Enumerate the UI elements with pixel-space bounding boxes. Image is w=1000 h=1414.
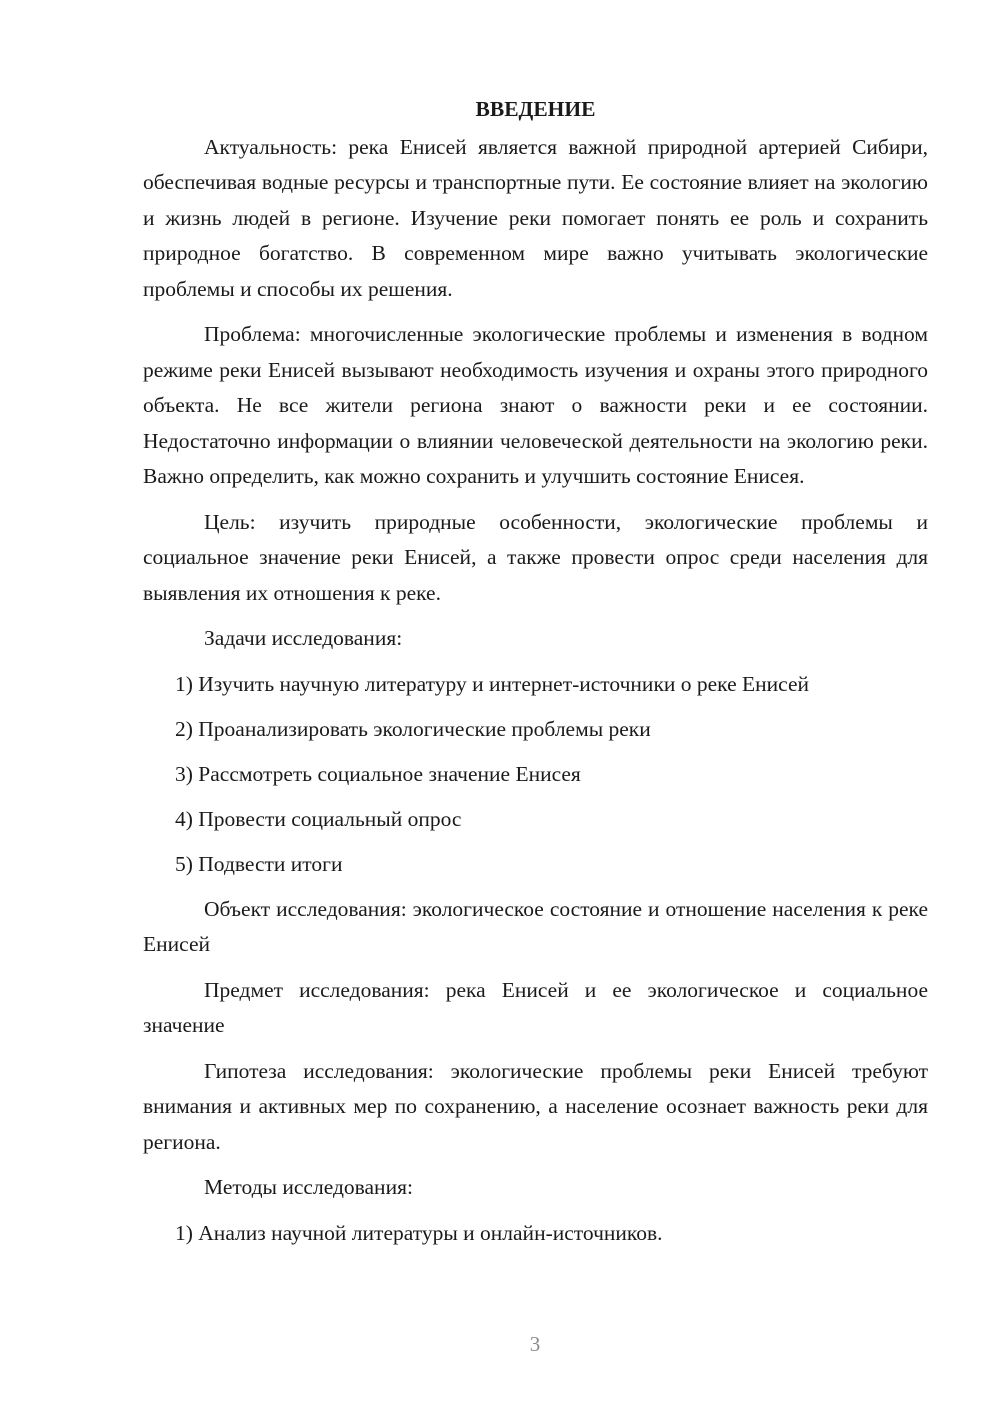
hypothesis-paragraph: Гипотеза исследования: экологические проблемы реки Енисей требуют внимания и активных мер по сохранению, а население осознает важность реки для региона. bbox=[143, 1058, 928, 1154]
list-item: 3) Рассмотреть социальное значение Енисея bbox=[175, 761, 581, 786]
list-item: 5) Подвести итоги bbox=[175, 851, 343, 876]
methods-heading: Методы исследования: bbox=[204, 1175, 413, 1199]
page-title: ВВЕДЕНИЕ bbox=[475, 97, 596, 121]
list-item: 1) Изучить научную литературу и интернет-источники о реке Енисей bbox=[175, 671, 810, 696]
list-item: 4) Провести социальный опрос bbox=[175, 806, 462, 831]
list-item: 1) Анализ научной литературы и онлайн-источников. bbox=[175, 1220, 663, 1245]
subject-paragraph: Предмет исследования: река Енисей и ее экологическое и социальное значение bbox=[143, 977, 928, 1037]
goal-paragraph: Цель: изучить природные особенности, экологические проблемы и социальное значение реки Енисей, а также провести опрос среди населения для выявления их отношения к реке. bbox=[143, 509, 928, 605]
page-number: 3 bbox=[529, 1332, 541, 1356]
list-item: 2) Проанализировать экологические проблемы реки bbox=[175, 716, 651, 741]
tasks-heading: Задачи исследования: bbox=[204, 626, 403, 650]
methods-list bbox=[143, 1216, 928, 1252]
tasks-list bbox=[143, 667, 928, 883]
document-page bbox=[143, 92, 928, 1261]
relevance-paragraph: Актуальность: река Енисей является важной природной артерией Сибири, обеспечивая водные ресурсы и транспортные пути. Ее состояние влияет на экологию и жизнь людей в регионе. Изучение реки помогает понять ее роль и сохранить природное богатство. В современном мире важно учитывать экологические проблемы и способы их решения. bbox=[143, 134, 928, 301]
object-paragraph: Объект исследования: экологическое состояние и отношение населения к реке Енисей bbox=[143, 896, 928, 956]
problem-paragraph: Проблема: многочисленные экологические проблемы и изменения в водном режиме реки Енисей вызывают необходимость изучения и охраны этого природного объекта. Не все жители региона знают о важности реки и ее состоянии. Недостаточно информации о влиянии человеческой деятельности на экологию реки. Важно определить, как можно сохранить и улучшить состояние Енисея. bbox=[143, 322, 928, 488]
